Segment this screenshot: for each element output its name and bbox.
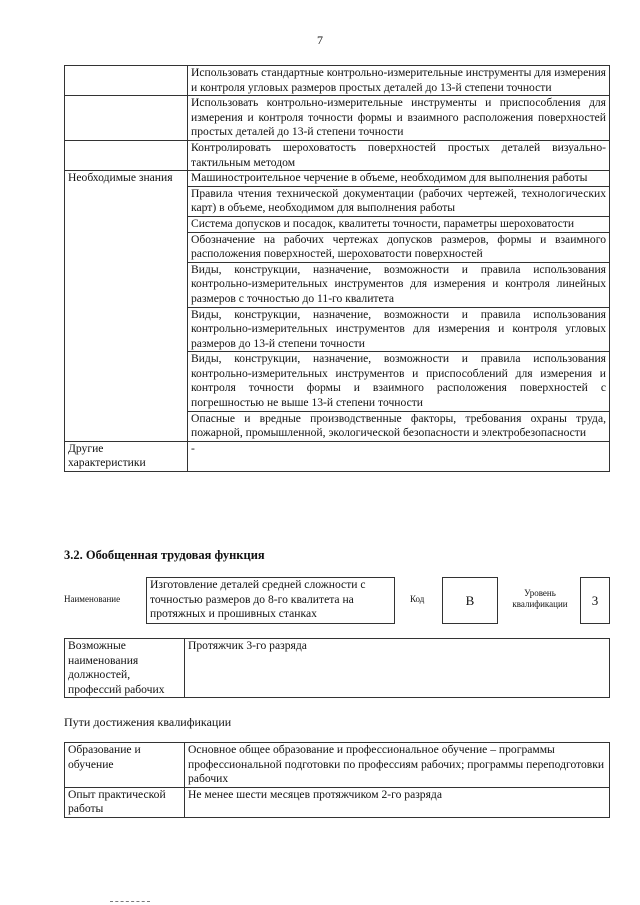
positions-table: [64, 638, 610, 698]
row-text: Обозначение на рабочих чертежах допусков размеров, формы и взаимного расположения поверхностей, шероховатости поверхностей: [188, 232, 610, 262]
code-value-box: B: [442, 577, 498, 624]
table-row: [65, 140, 610, 170]
table-row: [65, 66, 610, 96]
qualification-level-box: 3: [580, 577, 610, 624]
table-row: [65, 743, 610, 788]
table-row: [65, 96, 610, 141]
row-label: Опыт практической работы: [65, 787, 185, 817]
row-label: [65, 140, 188, 170]
row-label-necessary-knowledge: Необходимые знания: [65, 171, 188, 442]
row-label: [65, 96, 188, 141]
row-text: -: [188, 441, 610, 471]
row-text: Виды, конструкции, назначение, возможности и правила использования контрольно-измерительных инструментов и приспособлений для измерения и контроля точности формы и взаимного расположения поверхностей с погрешностью не выше 13-й степени точности: [188, 352, 610, 411]
table-row: [65, 171, 610, 187]
row-text: Правила чтения технической документации (рабочих чертежей, технологических карт) в объеме, необходимом для выполнения работы: [188, 186, 610, 216]
paths-heading: Пути достижения квалификации: [64, 715, 232, 729]
function-name-box: Изготовление деталей средней сложности с точностью размеров до 8-го квалитета на протяжных и прошивных станках: [146, 577, 395, 624]
row-label: [65, 66, 188, 96]
qualification-paths-table: [64, 742, 610, 818]
skills-knowledge-table: [64, 65, 610, 472]
section-heading: 3.2. Обобщенная трудовая функция: [64, 548, 265, 562]
page-number: 7: [317, 33, 323, 47]
row-label-other-characteristics: Другие характеристики: [65, 441, 188, 471]
table-row: [65, 441, 610, 471]
scan-artifact: [110, 901, 150, 903]
positions-value: Протяжчик 3-го разряда: [185, 639, 610, 698]
table-row: [65, 639, 610, 698]
row-text: Опасные и вредные производственные факторы, требования охраны труда, пожарной, промышленной, экологической безопасности и электробезопасности: [188, 411, 610, 441]
row-text: Система допусков и посадок, квалитеты точности, параметры шероховатости: [188, 216, 610, 232]
positions-label: Возможные наименования должностей, профессий рабочих: [65, 639, 185, 698]
row-text: Использовать контрольно-измерительные инструменты и приспособления для измерения и контроля точности формы и взаимного расположения поверхностей простых деталей до 13-й степени точности: [188, 96, 610, 141]
row-text: Не менее шести месяцев протяжчиком 2-го разряда: [185, 787, 610, 817]
name-label: Наименование: [64, 594, 121, 604]
row-label: Образование и обучение: [65, 743, 185, 788]
qualification-level-label: Уровень квалификации: [512, 588, 568, 609]
row-text: Виды, конструкции, назначение, возможности и правила использования контрольно-измерительных инструментов для измерения и контроля линейных размеров с точностью до 11-го квалитета: [188, 262, 610, 307]
row-text: Использовать стандартные контрольно-измерительные инструменты для измерения и контроля угловых размеров простых деталей до 13-й степени точности: [188, 66, 610, 96]
row-text: Контролировать шероховатость поверхностей простых деталей визуально-тактильным методом: [188, 140, 610, 170]
code-label: Код: [410, 594, 425, 604]
row-text: Машиностроительное черчение в объеме, необходимом для выполнения работы: [188, 171, 610, 187]
table-row: [65, 787, 610, 817]
row-text: Виды, конструкции, назначение, возможности и правила использования контрольно-измерительных инструментов для измерения и контроля угловых размеров до 13-й степени точности: [188, 307, 610, 352]
row-text: Основное общее образование и профессиональное обучение – программы профессиональной подготовки по профессиям рабочих; программы переподготовки рабочих: [185, 743, 610, 788]
